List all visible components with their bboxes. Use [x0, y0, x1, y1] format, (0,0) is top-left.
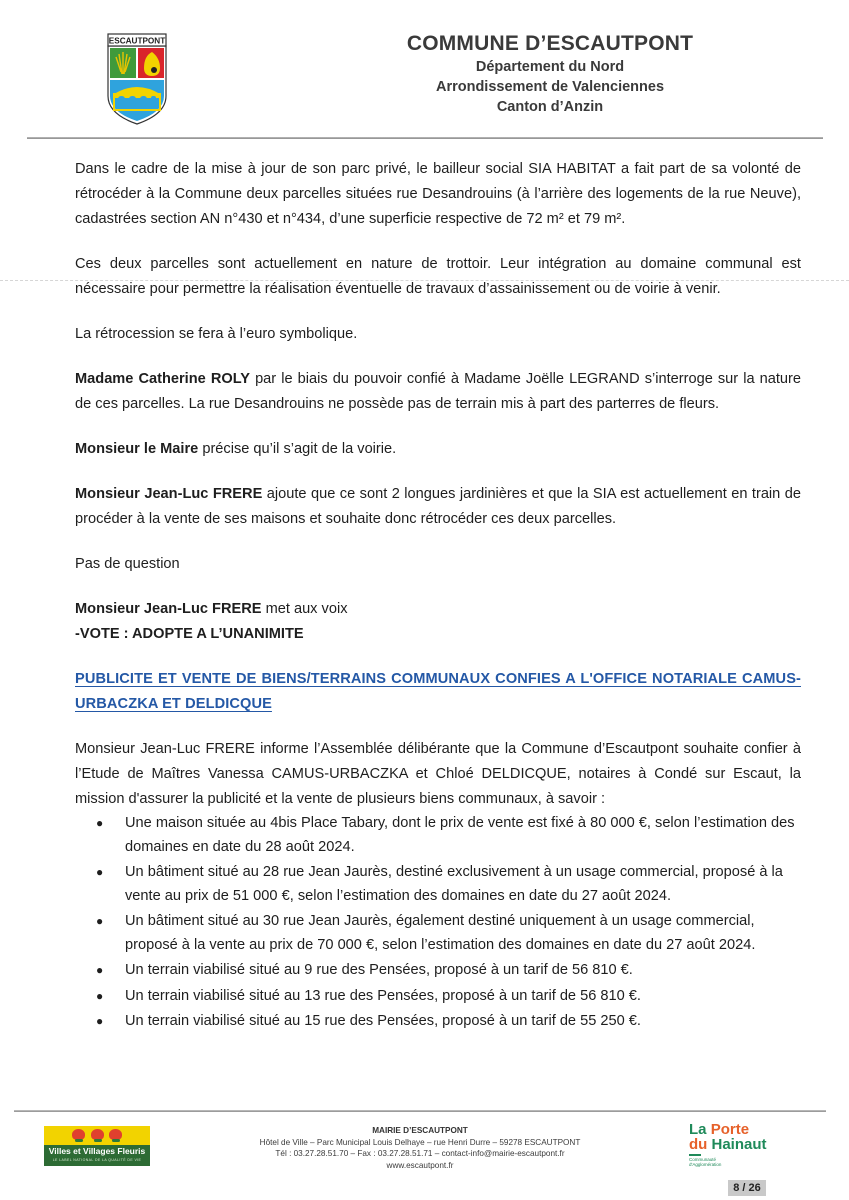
paragraph-euro-symbolique: La rétrocession se fera à l’euro symbolique.	[75, 326, 358, 342]
canton-line: Canton d’Anzin	[496, 99, 604, 115]
paragraph-sia-habitat: Dans le cadre de la mise à jour de son parc privé, le bailleur social SIA HABITAT a fait part de sa volonté de rétrocéder à la Commune deux parcelles situées rue Desandrouins (à l’arrière des logements de la rue Neuve), cadastrées section AN n°430 et n°434, d’une superficie respective de 72 m² et 79 m².	[75, 161, 801, 227]
paragraph-trottoir: Ces deux parcelles sont actuellement en nature de trottoir. Leur intégration au domaine communal est nécessaire pour permettre la réalisation éventuelle de travaux d’assainissement ou de voirie à venir.	[75, 256, 801, 297]
bullet-icon: ●	[96, 963, 104, 977]
vote-result: -VOTE : ADOPTE A L’UNANIMITE	[75, 626, 304, 642]
arrondissement-line: Arrondissement de Valenciennes	[435, 79, 665, 95]
document-body	[75, 157, 801, 1036]
speaker-maire: Monsieur le Maire	[75, 441, 199, 457]
list-item: ● Un terrain viabilisé situé au 15 rue des Pensées, proposé à un tarif de 55 250 €.	[75, 1010, 801, 1034]
svg-text:ESCAUTPONT: ESCAUTPONT	[108, 36, 166, 46]
header-block	[300, 31, 800, 117]
bullet-icon: ●	[96, 865, 104, 879]
paragraph-no-question: Pas de question	[75, 556, 180, 572]
footer-website: www.escautpont.fr	[386, 1160, 454, 1170]
speaker-frere: Monsieur Jean-Luc FRERE	[75, 486, 263, 502]
speaker-vote: Monsieur Jean-Luc FRERE	[75, 601, 262, 617]
header-divider	[27, 137, 823, 139]
list-item: ● Un terrain viabilisé situé au 9 rue des Pensées, proposé à un tarif de 56 810 €.	[75, 959, 801, 983]
paragraph-notaires: Monsieur Jean-Luc FRERE informe l’Assemblée délibérante que la Commune d’Escautpont souhaite confier à l’Etude de Maîtres Vanessa CAMUS-URBACZKA et Chloé DELDICQUE, notaires à Condé sur Escaut, la mission d'assurer la publicité et la vente de plusieurs biens communaux, à savoir :	[75, 741, 801, 807]
bullet-icon: ●	[96, 1014, 104, 1028]
footer-title: MAIRIE D’ESCAUTPONT	[372, 1126, 468, 1135]
vote-line: Monsieur Jean-Luc FRERE met aux voix	[75, 601, 348, 617]
list-item: ● Un terrain viabilisé situé au 13 rue des Pensées, proposé à un tarif de 56 810 €.	[75, 985, 801, 1009]
list-item: ● Un bâtiment situé au 30 rue Jean Jaurès, également destiné uniquement à un usage commercial, proposé à la vente au prix de 70 000 €, selon l’estimation des domaines en date du 27 août 2024.	[75, 910, 801, 957]
footer-address: Hôtel de Ville – Parc Municipal Louis Delhaye – rue Henri Durre – 59278 ESCAUTPONT	[259, 1137, 581, 1147]
escautpont-coat-of-arms-icon	[104, 30, 170, 126]
section-title: PUBLICITE ET VENTE DE BIENS/TERRAINS COMMUNAUX CONFIES A L'OFFICE NOTARIALE CAMUS-URBACZKA ET DELDICQUE	[75, 671, 801, 712]
villes-villages-fleuris-logo: Villes et Villages Fleuris LE LABEL NATIONAL DE LA QUALITÉ DE VIE	[44, 1126, 150, 1166]
footer-divider	[14, 1110, 826, 1112]
paragraph-frere: Monsieur Jean-Luc FRERE ajoute que ce sont 2 longues jardinières et que la SIA est actuellement en train de procéder à la vente de ses maisons et souhaite donc rétrocéder ces deux parcelles.	[75, 486, 801, 527]
commune-title: COMMUNE D’ESCAUTPONT	[406, 32, 694, 55]
bullet-icon: ●	[96, 988, 104, 1003]
paragraph-roly: Madame Catherine ROLY par le biais du pouvoir confié à Madame Joëlle LEGRAND s’interroge sur la nature de ces parcelles. La rue Desandrouins ne possède pas de terrain mis à part des parterres de fleurs.	[75, 371, 801, 412]
bullet-icon: ●	[96, 914, 104, 928]
flowers-icon	[72, 1129, 122, 1145]
footer-contact-block	[210, 1125, 630, 1171]
bullet-icon: ●	[96, 816, 104, 830]
porte-du-hainaut-logo: La Porte du Hainaut Communauté d'Agglomération	[689, 1121, 767, 1167]
property-list	[75, 812, 801, 1034]
department-line: Département du Nord	[475, 59, 625, 75]
list-item: ● Un bâtiment situé au 28 rue Jean Jaurès, destiné exclusivement à un usage commercial, proposé à la vente au prix de 51 000 €, selon l’estimation des domaines en date du 27 août 2024.	[75, 861, 801, 908]
paragraph-maire: Monsieur le Maire précise qu’il s’agit de la voirie.	[75, 441, 397, 457]
page-number: 8 / 26	[728, 1180, 766, 1196]
speaker-roly: Madame Catherine ROLY	[75, 371, 251, 387]
footer-contact: Tél : 03.27.28.51.70 – Fax : 03.27.28.51.71 – contact-info@mairie-escautpont.fr	[275, 1149, 565, 1158]
list-item: ● Une maison située au 4bis Place Tabary, dont le prix de vente est fixé à 80 000 €, selon l’estimation des domaines en date du 28 août 2024.	[75, 812, 801, 859]
